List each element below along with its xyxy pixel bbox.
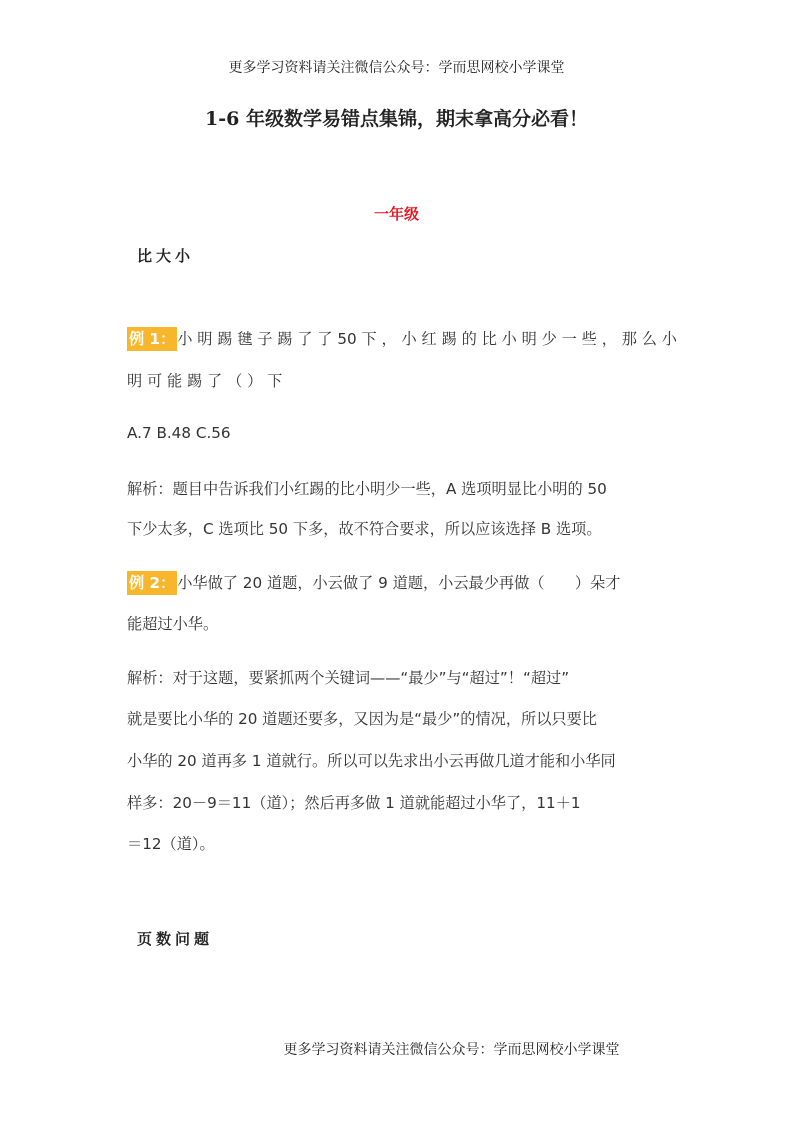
- example2-question-line1: [127, 572, 620, 593]
- example2-analysis-line3: 小华的 20 道再多 1 道就行。所以可以先求出小云再做几道才能和小华同: [127, 752, 616, 770]
- section-heading-compare: 比大小: [137, 247, 195, 265]
- example1-question-line2: 明 可 能 踢 了 （ ） 下: [127, 372, 283, 390]
- example1-analysis-line1: 解析：题目中告诉我们小红踢的比小明少一些，A 选项明显比小明的 50: [127, 480, 607, 498]
- page-title: 1-6 年级数学易错点集锦，期末拿高分必看！: [205, 108, 588, 130]
- example1-analysis-line2: 下少太多，C 选项比 50 下多，故不符合要求，所以应该选择 B 选项。: [127, 520, 602, 538]
- example2-question-line2: 能超过小华。: [127, 615, 219, 633]
- grade-heading: 一年级: [373, 205, 419, 223]
- section-heading-pages: 页数问题: [137, 930, 214, 948]
- example2-tag: 例 2：: [127, 571, 177, 595]
- example2-analysis-line2: 就是要比小华的 20 道题还要多，又因为是“最少”的情况，所以只要比: [127, 710, 597, 728]
- example2-analysis-line1: 解析：对于这题，要紧抓两个关键词——“最少”与“超过”！“超过”: [127, 669, 570, 687]
- example2-analysis-line5: ＝12（道）。: [127, 835, 215, 853]
- example1-text-line1: 小 明 踢 毽 子 踢 了 了 50 下 ， 小 红 踢 的 比 小 明 少 一 些 ， 那 么 小: [177, 330, 677, 348]
- example2-text-line1: 小华做了 20 道题，小云做了 9 道题，小云最少再做（ ）朵才: [177, 574, 621, 592]
- page-footer: 更多学习资料请关注微信公众号：学而思网校小学课堂: [283, 1042, 620, 1058]
- example1-options: A.7 B.48 C.56: [127, 424, 231, 442]
- page-header: 更多学习资料请关注微信公众号：学而思网校小学课堂: [228, 60, 565, 76]
- example1-tag: 例 1：: [127, 327, 177, 351]
- example1-question-line1: [127, 328, 677, 349]
- example2-analysis-line4: 样多：20－9＝11（道）；然后再多做 1 道就能超过小华了，11＋1: [127, 794, 581, 812]
